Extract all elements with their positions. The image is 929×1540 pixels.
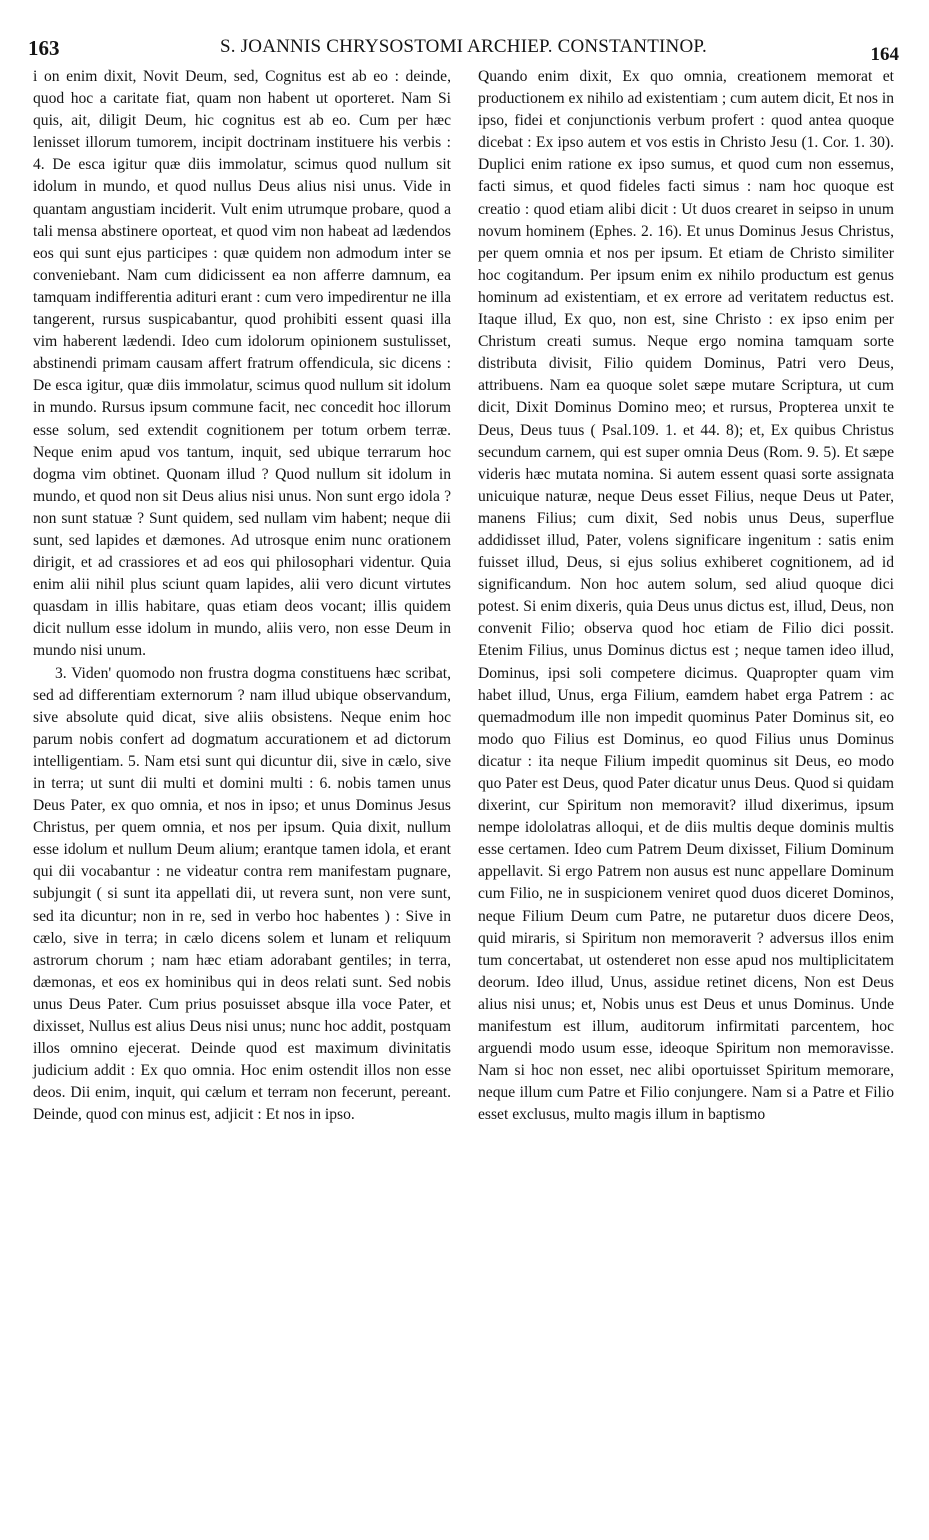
column-gutter <box>461 70 462 1490</box>
page-number-left: 163 <box>28 36 60 60</box>
right-column <box>478 66 894 1127</box>
left-column <box>33 66 451 1127</box>
left-paragraph-1: i on enim dixit, Novit Deum, sed, Cognitus est ab eo : deinde, quod hoc a caritate fiat, quam non habent ut oporteret. Nam Si quis, ait, diligit Deum, hic cognitus est ab eo. Cum per hæc lenisset illorum tumorem, incipit doctrinam instituere his verbis : 4. De esca igitur quæ diis immolatur, scimus quod nullum sit idolum in mundo, et quod nullus Deus alius nisi unus. Vide in quantam angustiam inciderit. Vult enim utrumque probare, quod a tali mensa abstinere oporteat, et quod vim non habeat ad lædendos eos qui sunt ejus participes : quæ quidem non admodum inter se conveniebant. Nam cum didicissent ea non afferre damnum, ea tamquam indifferentia adituri erant : cum vero impedirentur ne illa tangerent, rursus suspicabantur, quod prohibiti essent quasi illa vim haberent lædendi. Ideo cum idolorum opinionem sustulisset, abstinendi primam causam affert fratrum offendicula, sic dicens : De esca igitur, quæ diis immolatur, scimus quod nullum sit idolum in mundo. Rursus ipsum commune facit, nec concedit hoc illorum esse solum, sed extendit cognitionem per totum orbem terræ. Neque enim apud vos tantum, inquit, sed ubique terrarum hoc dogma vim obtinet. Quonam illud ? Quod nullum sit idolum in mundo, et quod non sit Deus alius nisi unus. Non sunt ergo idola ? non sunt statuæ ? Sunt quidem, sed nullam vim habent; neque dii sunt, sed lapides et dæmones. Ad utrosque enim nunc orationem dirigit, et ad crassiores et ad eos qui philosophari videntur. Quia enim alii nihil plus sciunt quam lapides, alii vero dicunt virtutes quasdam in illis habitare, quas etiam deos vocant; illis quidem dicit nullum esse idolum in mundo, aliis vero, non esse Deum in mundo nisi unum. <box>33 68 451 660</box>
running-title: S. JOANNIS CHRYSOSTOMI ARCHIEP. CONSTANTINOP. <box>220 36 707 57</box>
running-header <box>28 34 899 68</box>
page-number-right: 164 <box>870 44 899 65</box>
right-paragraph-1: Quando enim dixit, Ex quo omnia, creationem memorat et productionem ex nihilo ad existentiam ; cum autem dicit, Et nos in ipso, fidei et conjunctionis verbum profert : quod antea quoque dicebat : Ex ipso autem et vos estis in Christo Jesu (1. Cor. 1. 30). Duplici enim ratione ex ipso sumus, et quod cum non essemus, facti simus, et quod fideles facti simus : nam hoc quoque est creatio : quod etiam alibi dicit : Ut duos crearet in seipso in unum novum hominem (Ephes. 2. 16). Et unus Dominus Jesus Christus, per quem omnia et nos per ipsum. Et etiam de Christo similiter hoc cogitandum. Per ipsum enim ex nihilo productum est genus hominum ad existentiam, et ex errore ad veritatem reductus est. Itaque illud, Ex quo, non est, sine Christo : ex ipso enim per Christum creati sumus. Neque ergo nomina tamquam sorte distributa divisit, Filio quidem Dominus, Patri vero Deus, attribuens. Nam ea quoque solet sæpe mutare Scriptura, ut cum dicit, Dixit Dominus Domino meo; et rursus, Propterea unxit te Deus, Deus tuus ( Psal.109. 1. et 44. 8); et, Ex quibus Christus secundum carnem, qui est super omnia Deus (Rom. 9. 5). Et sæpe videris hæc mutata nomina. Si autem essent quasi sorte assignata unicuique naturæ, neque Deus esset Filius, neque Deus ut Pater, manens Filius; cum dixit, Sed nobis unus Deus, superflue addidisset illud, Pater, volens significare ingenitum : satis enim fuisset illud, Deus, si ejus solius exhiberet cognitionem, ad id significandum. Non hoc autem solum, sed aliud quoque dici potest. Si enim dixeris, quia Deus unus dictus est, illud, Deus, non convenit Filio; observa quod hoc etiam de Filio dici possit. Etenim Filius, unus Dominus dictus est ; neque tamen ideo illud, Dominus, ipsi soli competere dicimus. Quapropter quam vim habet illud, Unus, erga Filium, eamdem habet erga Patrem : ac quemadmodum ille non impedit quominus Pater Dominus sit, eo modo quo Filius est Dominus, eo quod Filius unus Dominus dicatur : ita neque Filium impedit quominus sit Deus, eo modo quo Pater est Deus, quod Pater dicatur unus Deus. Quod si quidam dixerint, cur Spiritum non memoravit? illud dixerimus, ipsum nempe idololatras alloqui, et de diis multis deque dominis multis esse certamen. Ideo cum Patrem Deum dixisset, Filium Dominum appellavit. Si ergo Patrem non ausus est nunc appellare Dominum cum Filio, ne in suspicionem veniret quod duos diceret Dominos, neque Filium Deum cum Patre, ne putaretur duos dicere Deos, quid miraris, si Spiritum non memoraverit ? adversus illos enim tum concertabat, ut ostenderet non esse apud nos multiplicitatem deorum. Ideo illud, Unus, assidue retinet dicens, Non est Deus alius nisi unus; et, Nobis unus est Deus et unus Dominus. Unde manifestum est illum, auditorum infirmitati parcentem, hoc arguendi modo usum esse, ideoque Spiritum non memoravisse. Nam si hoc non esset, nec alibi oportuisset Spiritum memorare, neque illum cum Patre et Filio conjungere. Nam si a Patre et Filio esset exclusus, multo magis illum in baptismo <box>478 68 894 1124</box>
left-paragraph-2: 3. Viden' quomodo non frustra dogma constituens hæc scribat, sed ad differentiam externorum ? nam illud ubique observandum, sive absolute quid dicat, sive aliis obsistens. Neque enim hoc parum nobis confert ad dogmatum accurationem et ad dictorum intelligentiam. 5. Nam etsi sunt qui dicuntur dii, sive in cælo, sive in terra; ut sunt dii multi et domini multi : 6. nobis tamen unus Deus Pater, ex quo omnia, et nos in ipso; et unus Dominus Jesus Christus, per quem omnia, et nos per ipsum. Quia dixit, nullum esse idolum et nullum Deum alium; erantque tamen idola, et erant qui dii vocabantur : ne videatur contra rem manifestam pugnare, subjungit ( si sunt ita appellati dii, ut revera sunt, non vere sunt, sed ita dicuntur; non in re, sed in verbo hoc habentes ) : Sive in cælo, sive in terra; in cælo dicens solem et lunam et reliquum astrorum chorum ; nam hæc etiam adorabant gentiles; in terra, dæmonas, et eos ex hominibus qui in deos relati sunt. Sed nobis unus Deus Pater. Cum prius posuisset absque illa voce Pater, et dixisset, Nullus est alius Deus nisi unus; nunc hoc addit, postquam illos omnino ejecerat. Deinde quod est maximum divinitatis judicium addit : Ex quo omnia. Hoc enim ostendit illos non esse deos. Dii enim, inquit, qui cælum et terram non fecerunt, pereant. Deinde, quod con minus est, adjicit : Et nos in ipso. <box>33 664 451 1124</box>
